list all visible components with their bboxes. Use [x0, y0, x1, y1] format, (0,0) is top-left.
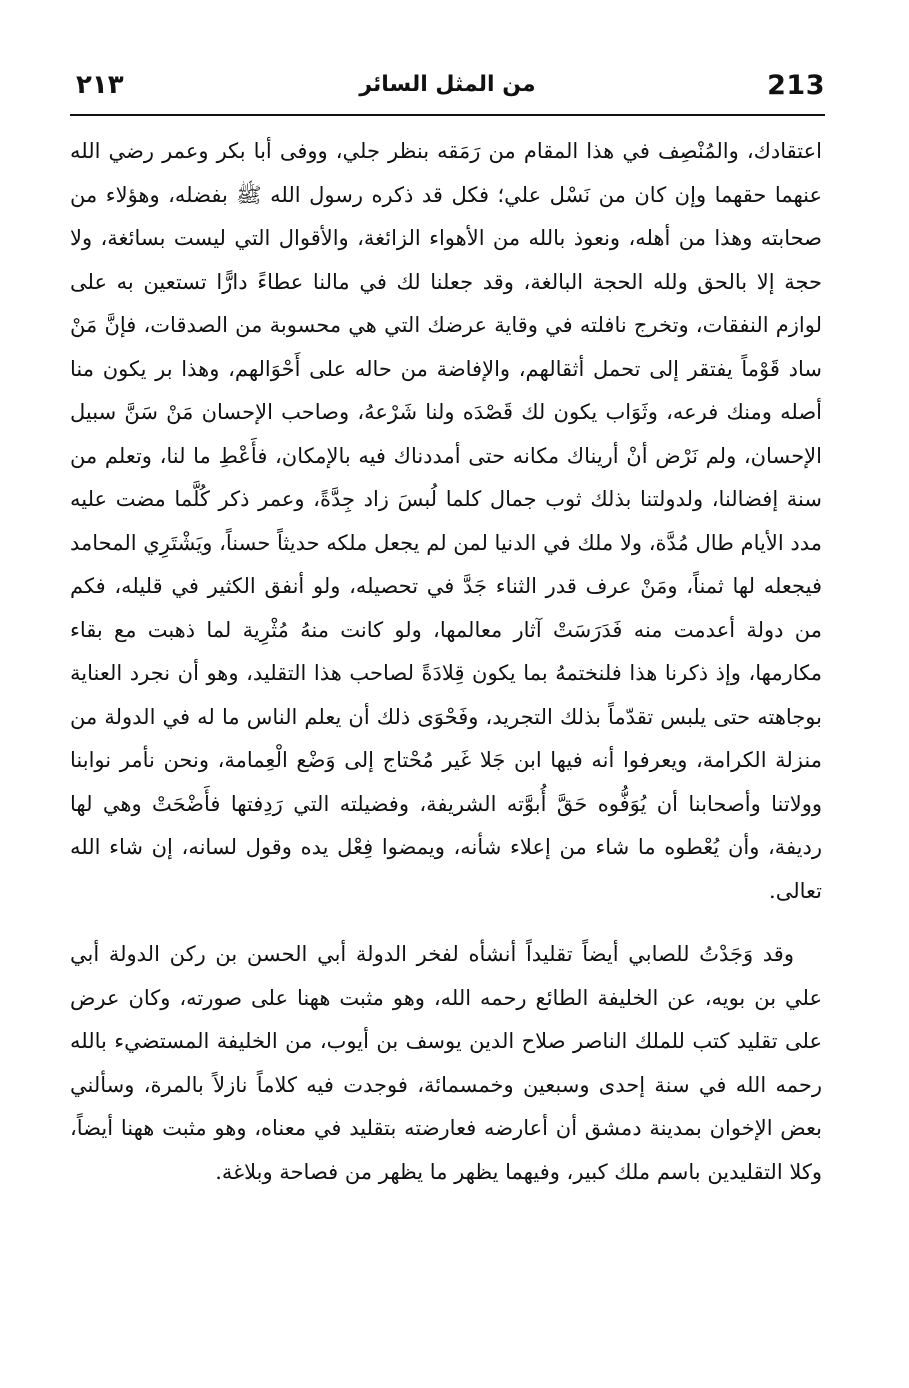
page-number-latin: 213: [767, 70, 825, 101]
header-divider: [70, 114, 825, 116]
page-header: [70, 66, 825, 116]
paragraph-1: اعتقادك، والمُنْصِف في هذا المقام من رَمَقه بنظر جلي، ووفى أبا بكر وعمر رضي الله عنهما حقهما وإن كان من نَسْل علي؛ فكل قد ذكره رسول الله ﷺ بفضله، وهؤلاء من صحابته وهذا من أهله، ونعوذ بالله من الأهواء الزائغة، والأقوال التي ليست بسائغة، ولا حجة إلا بالحق ولله الحجة البالغة، وقد جعلنا لك في مالنا عطاءً دارًّا تستعين به على لوازم النفقات، وتخرج نافلته في وقاية عرضك التي هي محسوبة من الصدقات، فإنَّ مَنْ ساد قَوْماً يفتقر إلى تحمل أثقالهم، والإفاضة من حاله على أَحْوَالهم، وهذا بر يكون منا أصله ومنك فرعه، وثَوَاب يكون لك قَصْدَه ولنا شَرْعهُ، وصاحب الإحسان مَنْ سَنَّ سبيل الإحسان، ولم نَرْض أنْ أريناك مكانه حتى أمددناك فيه بالإمكان، فأَعْطِ ما لنا، وتعلم من سنة إفضالنا، ولدولتنا بذلك ثوب جمال كلما لُبسَ زاد جِدَّةً، وعمر ذكر كُلَّما مضت عليه مدد الأيام طال مُدَّة، ولا ملك في الدنيا لمن لم يجعل ملكه حديثاً حسناً، ويَشْتَرِي المحامد فيجعله لها ثمناً، ومَنْ عرف قدر الثناء جَدَّ في تحصيله، ولو أنفق الكثير في قليله، فكم من دولة أعدمت منه فَدَرَسَتْ آثار معالمها، ولو كانت منهُ مُثْرِية لما ذهبت مع بقاء مكارمها، وإذ ذكرنا هذا فلنختمهُ بما يكون قِلادَةً لصاحب هذا التقليد، وهو أن نجرد العناية بوجاهته حتى يلبس تقدّماً بذلك التجريد، وفَحْوَى ذلك أن يعلم الناس ما له في الدولة من منزلة الكرامة، ويعرفوا أنه فيها ابن جَلا غَير مُحْتاج إلى وَضْع الْعِمامة، ونحن نأمر نوابنا وولاتنا وأصحابنا أن يُوَفُّوه حَقَّ أُبوَّته الشريفة، وفضيلته التي رَدِفتها فأَضْحَتْ وهي لها رديفة، وأن يُعْطوه ما شاء من إعلاء شأنه، ويمضوا فِعْل يده وقول لسانه، إن شاء الله تعالى.: [70, 139, 822, 903]
paragraph-2: وقد وَجَدْتُ للصابي أيضاً تقليداً أنشأه لفخر الدولة أبي الحسن بن ركن الدولة أبي علي بن بويه، عن الخليفة الطائع رحمه الله، وهو مثبت ههنا على صورته، وكان عرض على تقليد كتب للملك الناصر صلاح الدين يوسف بن أيوب، من الخليفة المستضيء بالله رحمه الله في سنة إحدى وسبعين وخمسمائة، فوجدت فيه كلاماً نازلاً بالمرة، وسألني بعض الإخوان بمدينة دمشق أن أعارضه فعارضته بتقليد في معناه، وهو مثبت ههنا أيضاً، وكلا التقليدين باسم ملك كبير، وفيهما يظهر ما يظهر من فصاحة وبلاغة.: [70, 942, 822, 1184]
running-title: من المثل السائر: [359, 72, 536, 97]
body-text: [70, 130, 822, 1194]
page-number-arabic: ٢١٣: [76, 70, 124, 100]
